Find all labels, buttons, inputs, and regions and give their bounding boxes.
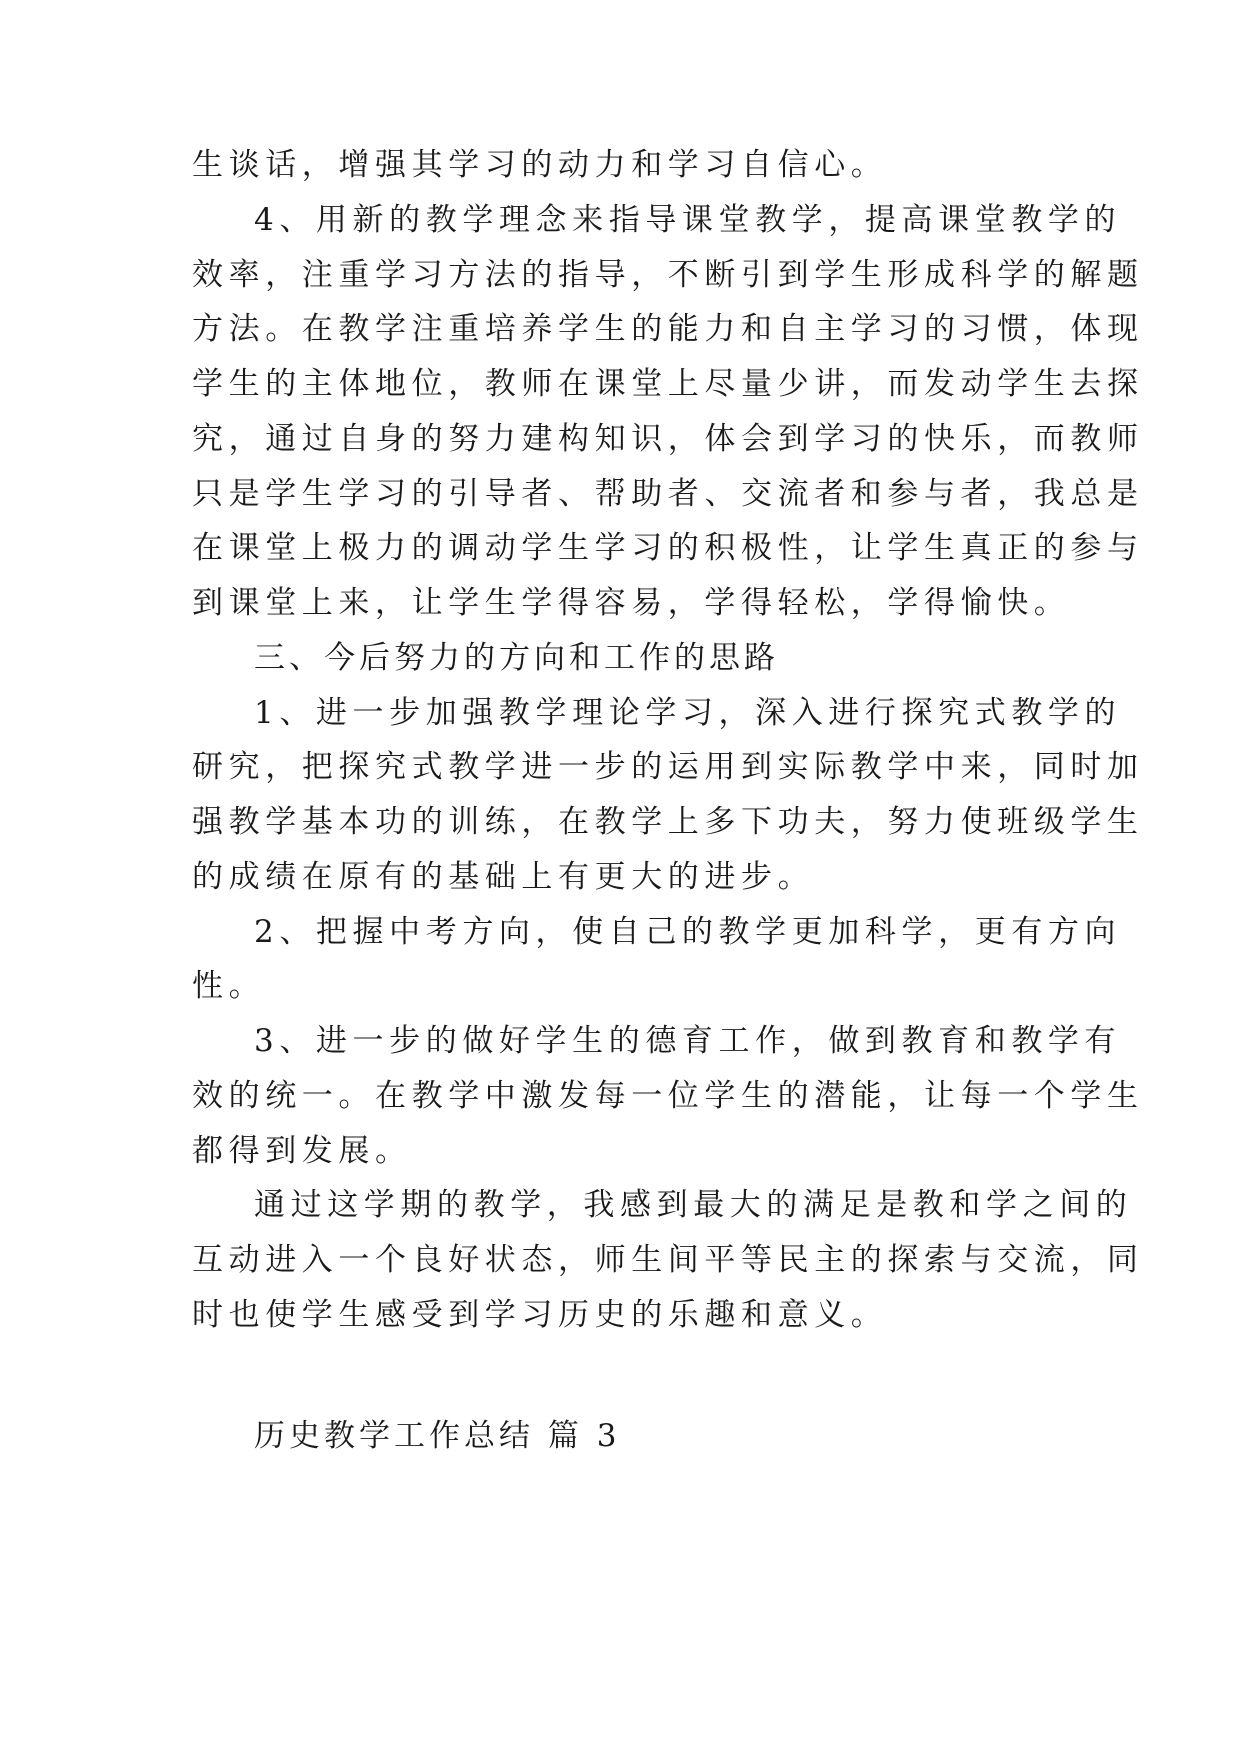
paragraph-line: 时也使学生感受到学习历史的乐趣和意义。 [192,1297,888,1333]
paragraph-line: 效率，注重学习方法的指导，不断引到学生形成科学的解题 [192,257,1144,293]
paragraph-line: 生谈话，增强其学习的动力和学习自信心。 [192,147,888,183]
paragraph-line: 2、把握中考方向，使自己的教学更加科学，更有方向 [254,914,1122,950]
paragraph-line: 强教学基本功的训练，在教学上多下功夫，努力使班级学生 [192,804,1144,840]
paragraph-line: 效的统一。在教学中激发每一位学生的潜能，让每一个学生 [192,1078,1144,1114]
paragraph-line: 究，通过自身的努力建构知识，体会到学习的快乐，而教师 [192,421,1144,457]
paragraph-line: 只是学生学习的引导者、帮助者、交流者和参与者，我总是 [192,476,1144,512]
section-title: 历史教学工作总结 篇 3 [254,1418,621,1454]
section-heading: 三、今后努力的方向和工作的思路 [254,640,779,676]
paragraph-line: 学生的主体地位，教师在课堂上尽量少讲，而发动学生去探 [192,366,1144,402]
paragraph-line: 4、用新的教学理念来指导课堂教学，提高课堂教学的 [254,202,1122,238]
paragraph-line: 1、进一步加强教学理论学习，深入进行探究式教学的 [254,695,1122,731]
paragraph-line: 方法。在教学注重培养学生的能力和自主学习的习惯，体现 [192,311,1144,347]
paragraph-line: 互动进入一个良好状态，师生间平等民主的探索与交流，同 [192,1242,1144,1278]
paragraph-line: 都得到发展。 [192,1133,412,1169]
paragraph-line: 3、进一步的做好学生的德育工作，做到教育和教学有 [254,1023,1122,1059]
paragraph-line: 通过这学期的教学，我感到最大的满足是教和学之间的 [254,1187,1133,1223]
paragraph-line: 在课堂上极力的调动学生学习的积极性，让学生真正的参与 [192,530,1144,566]
paragraph-line: 性。 [192,968,266,1004]
paragraph-line: 到课堂上来，让学生学得容易，学得轻松，学得愉快。 [192,585,1071,621]
paragraph-line: 研究，把探究式教学进一步的运用到实际教学中来，同时加 [192,749,1144,785]
paragraph-line: 的成绩在原有的基础上有更大的进步。 [192,859,815,895]
